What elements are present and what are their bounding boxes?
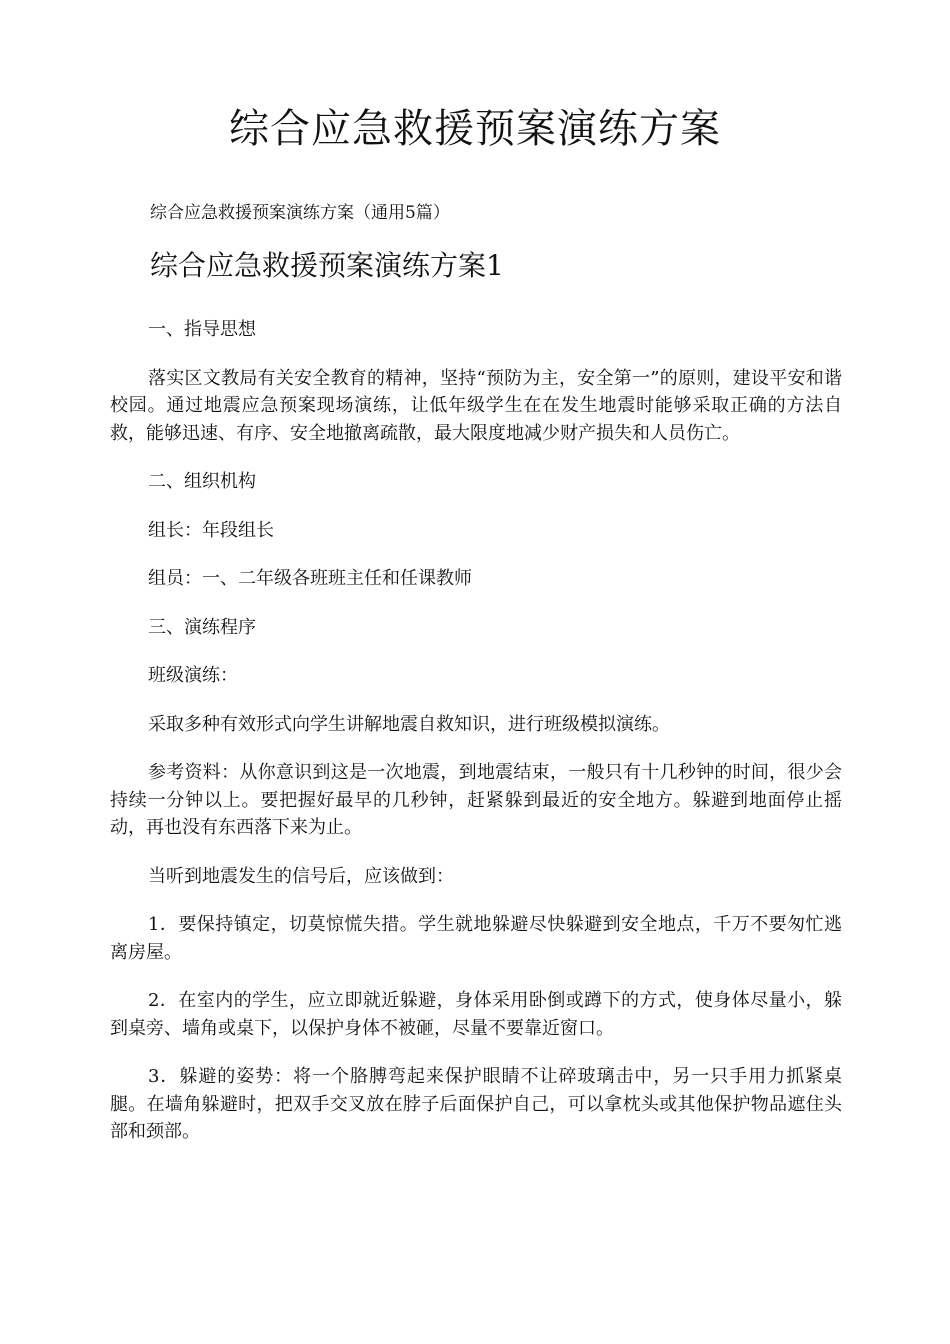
paragraph: 采取多种有效形式向学生讲解地震自救知识，进行班级模拟演练。 [148,713,670,735]
paragraph: 班级演练： [148,665,238,686]
document-subtitle: 综合应急救援预案演练方案（通用5篇） [150,203,450,223]
section-title: 综合应急救援预案演练方案1 [150,249,504,282]
document-title: 综合应急救援预案演练方案 [229,106,721,152]
list-item: 2．在室内的学生，应立即就近躲避，身体采用卧倒或蹲下的方式，使身体尽量小，躲到桌旁、墙角或桌下，以保护身体不被砸，尽量不要靠近窗口。 [110,990,842,1039]
paragraph: 参考资料：从你意识到这是一次地震，到地震结束，一般只有十几秒钟的时间，很少会持续一分钟以上。要把握好最早的几秒钟，赶紧躲到最近的安全地方。躲避到地面停止摇动，再也没有东西落下来为止。 [110,762,842,838]
paragraph: 组员：一、二年级各班班主任和任课教师 [148,568,472,589]
list-item: 3．躲避的姿势：将一个胳膊弯起来保护眼睛不让碎玻璃击中，另一只手用力抓紧桌腿。在墙角躲避时，把双手交叉放在脖子后面保护自己，可以拿枕头或其他保护物品遮住头部和颈部。 [110,1066,842,1142]
list-item: 1．要保持镇定，切莫惊慌失措。学生就地躲避尽快躲避到安全地点，千万不要匆忙逃离房屋。 [110,914,842,963]
heading-guiding-ideology: 一、指导思想 [148,319,256,340]
paragraph: 落实区文教局有关安全教育的精神，坚持“预防为主，安全第一”的原则，建设平安和谐校园。通过地震应急预案现场演练，让低年级学生在在发生地震时能够采取正确的方法自救，能够迅速、有序、安全地撤离疏散，最大限度地减少财产损失和人员伤亡。 [110,367,842,444]
paragraph: 组长：年段组长 [148,519,274,541]
document-body [110,316,842,1167]
heading-organization: 二、组织机构 [148,471,256,492]
paragraph: 当听到地震发生的信号后，应该做到： [148,865,454,887]
heading-drill-procedure: 三、演练程序 [148,616,256,638]
